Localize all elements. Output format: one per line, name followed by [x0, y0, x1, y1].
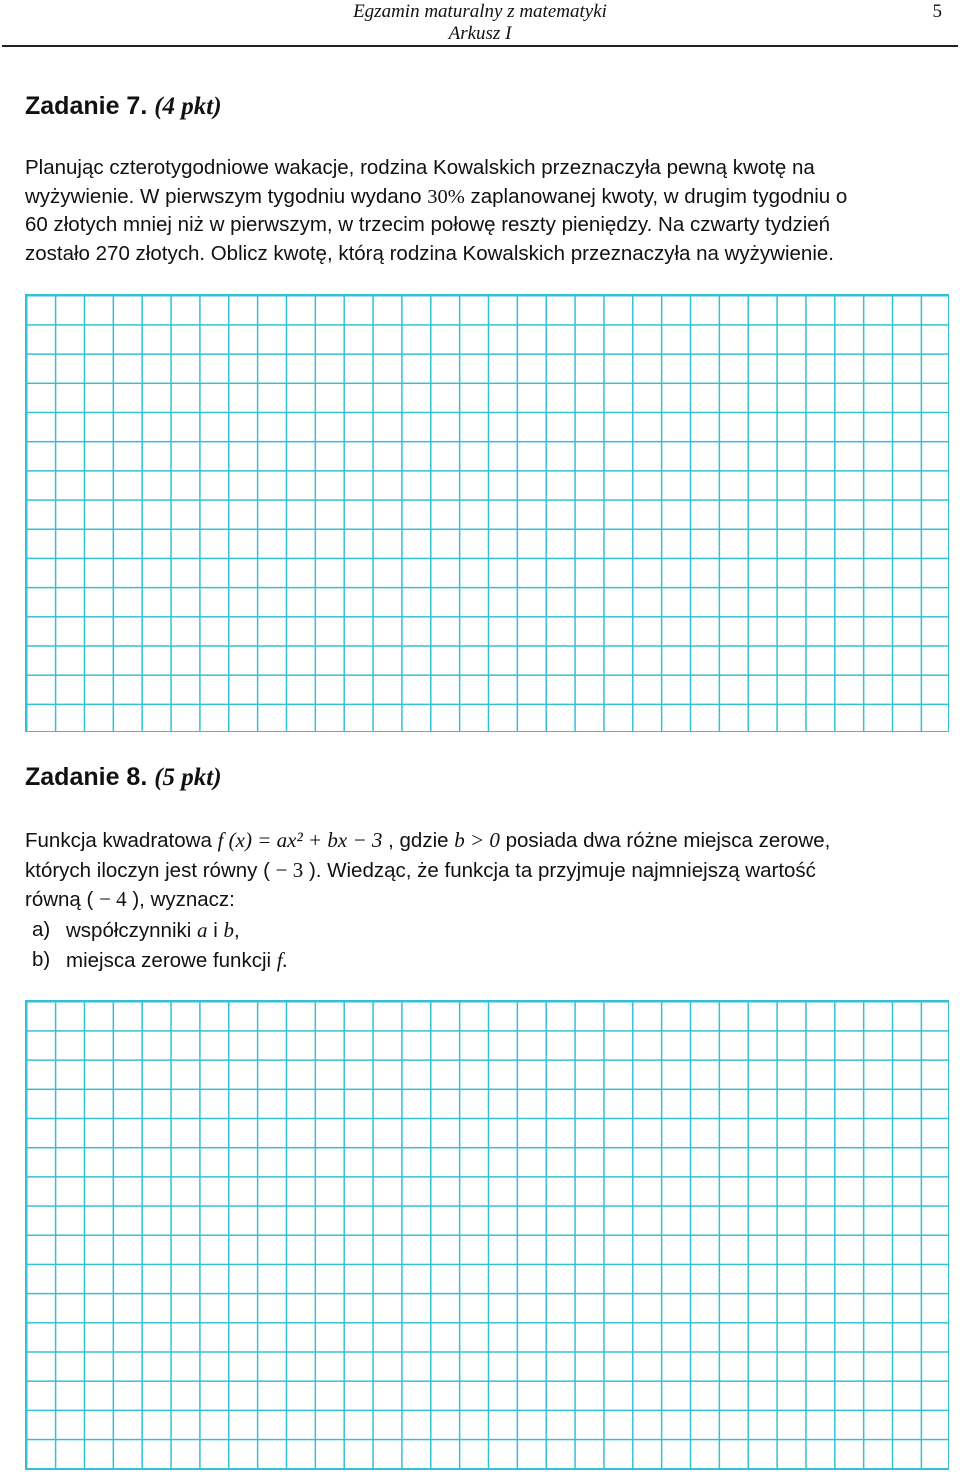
- task7-line1: Planując czterotygodniowe wakacje, rodzina Kowalskich przeznaczyła pewną kwotę na: [25, 156, 815, 179]
- task8-answer-grid[interactable]: [25, 1000, 949, 1470]
- task8-text: [25, 826, 951, 915]
- product-value: − 3: [275, 857, 304, 882]
- subtask-b: b) miejsca zerowe funkcji f.: [32, 947, 288, 972]
- task7-line2: wyżywienie. W pierwszym tygodniu wydano 30% zaplanowanej kwoty, w drugim tygodniu o: [25, 184, 848, 208]
- task7-points: (4 pkt): [154, 93, 222, 120]
- exam-sheet: Arkusz I: [448, 23, 512, 44]
- b-condition: b > 0: [454, 828, 500, 852]
- quadratic-formula: f (x) = ax² + bx − 3: [217, 828, 383, 852]
- task8-title: Zadanie 8. (5 pkt): [25, 763, 222, 791]
- subtask-a: a) współczynniki a i b,: [32, 918, 240, 942]
- header-divider: [2, 45, 958, 47]
- page-number: 5: [932, 1, 942, 22]
- page-header: [0, 0, 960, 46]
- task7-answer-grid[interactable]: [25, 294, 949, 732]
- task8-line2: których iloczyn jest równy ( − 3 ). Wiedząc, że funkcja ta przyjmuje najmniejszą wartość: [25, 857, 816, 882]
- task7-text: [25, 154, 951, 268]
- exam-title: Egzamin maturalny z matematyki: [353, 1, 607, 22]
- task8-line1: Funkcja kwadratowa f (x) = ax² + bx − 3 , gdzie b > 0 posiada dwa różne miejsca zerowe,: [25, 828, 831, 852]
- task8-points: (5 pkt): [154, 764, 222, 791]
- percent-value: 30%: [427, 185, 465, 208]
- task7-line4: zostało 270 złotych. Oblicz kwotę, którą rodzina Kowalskich przeznaczyła na wyżywienie.: [25, 241, 834, 265]
- min-value: − 4: [99, 887, 127, 911]
- task8-line3: równą ( − 4 ), wyznacz:: [25, 887, 235, 911]
- task7-line3: 60 złotych mniej niż w pierwszym, w trzecim połowę reszty pieniędzy. Na czwarty tydzień: [25, 213, 831, 236]
- task8-subtasks: [32, 916, 288, 975]
- task7-title: Zadanie 7. (4 pkt): [25, 92, 222, 120]
